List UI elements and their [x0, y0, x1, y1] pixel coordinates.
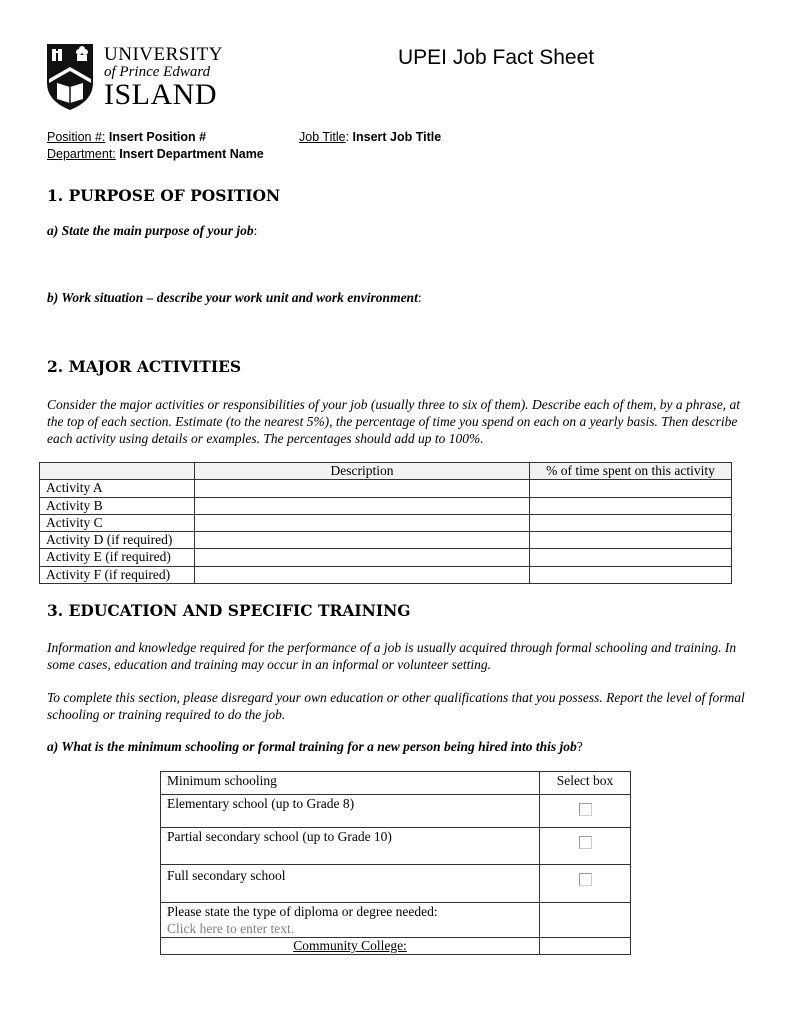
percent-cell[interactable]: [530, 566, 732, 583]
description-cell[interactable]: [195, 480, 530, 497]
department-label: Department:: [47, 147, 116, 161]
section3-heading: 3. EDUCATION AND SPECIFIC TRAINING: [47, 601, 411, 620]
schooling-label: Elementary school (up to Grade 8): [161, 795, 540, 828]
position-field: [47, 130, 206, 144]
diploma-cell: [161, 903, 540, 938]
logo-line3: ISLAND: [104, 78, 217, 111]
description-cell[interactable]: [195, 566, 530, 583]
table-row: [161, 903, 631, 938]
section3-question-a: a) What is the minimum schooling or formal training for a new person being hired into this job?: [47, 739, 583, 754]
full-secondary-checkbox[interactable]: [579, 873, 592, 886]
diploma-input[interactable]: Click here to enter text.: [167, 921, 295, 936]
community-college-label: Community College:: [161, 938, 540, 955]
activity-label: Activity F (if required): [40, 566, 195, 583]
description-cell[interactable]: [195, 549, 530, 566]
table-row: [161, 865, 631, 903]
document-title: UPEI Job Fact Sheet: [398, 46, 595, 69]
percent-cell[interactable]: [530, 497, 732, 514]
table-row: [40, 514, 732, 531]
table-header-row: [161, 772, 631, 795]
select-cell: [540, 865, 631, 903]
empty-cell: [540, 903, 631, 938]
header-cell: Select box: [540, 772, 631, 795]
header-cell: % of time spent on this activity: [530, 463, 732, 480]
header-cell: [40, 463, 195, 480]
position-value[interactable]: Insert Position #: [108, 130, 207, 144]
percent-cell[interactable]: [530, 532, 732, 549]
description-cell[interactable]: [195, 532, 530, 549]
job-title-value[interactable]: Insert Job Title: [352, 130, 442, 144]
activity-label: Activity A: [40, 480, 195, 497]
department-value[interactable]: Insert Department Name: [119, 147, 264, 161]
section2-heading: 2. MAJOR ACTIVITIES: [47, 357, 242, 376]
empty-cell: [540, 938, 631, 955]
partial-secondary-checkbox[interactable]: [579, 836, 592, 849]
university-logo: [46, 43, 223, 113]
schooling-label: Partial secondary school (up to Grade 10): [161, 828, 540, 865]
table-row: [40, 549, 732, 566]
department-field: [47, 147, 264, 161]
header-cell: Minimum schooling: [161, 772, 540, 795]
section1-heading: 1. PURPOSE OF POSITION: [47, 186, 281, 205]
activities-table: [39, 462, 732, 584]
schooling-label: Full secondary school: [161, 865, 540, 903]
percent-cell[interactable]: [530, 549, 732, 566]
table-row: [40, 480, 732, 497]
description-cell[interactable]: [195, 497, 530, 514]
schooling-table: [160, 771, 631, 955]
diploma-label: Please state the type of diploma or degree needed:: [167, 904, 438, 919]
activity-label: Activity C: [40, 514, 195, 531]
activity-label: Activity D (if required): [40, 532, 195, 549]
section3-intro-1: Information and knowledge required for the performance of a job is usually acquired through formal schooling and training. In some cases, education and training may occur in an informal or volunteer setting.: [47, 640, 737, 672]
elementary-checkbox[interactable]: [579, 803, 592, 816]
select-cell: [540, 795, 631, 828]
table-header-row: [40, 463, 732, 480]
activity-label: Activity B: [40, 497, 195, 514]
section3-intro-2: To complete this section, please disregard your own education or other qualifications that you possess. Report the level of formal schooling or training required to do the job.: [47, 690, 745, 722]
percent-cell[interactable]: [530, 514, 732, 531]
logo-line1: UNIVERSITY: [104, 44, 223, 65]
logo-line2: of Prince Edward: [104, 64, 211, 80]
crest-icon: [46, 43, 94, 111]
description-cell[interactable]: [195, 514, 530, 531]
activity-label: Activity E (if required): [40, 549, 195, 566]
table-row: [161, 938, 631, 955]
section1-question-a: a) State the main purpose of your job:: [47, 223, 258, 238]
table-row: [40, 497, 732, 514]
section2-intro: Consider the major activities or responsibilities of your job (usually three to six of them). Describe each of them, by a phrase, at the top of each section. Estimate (to the nearest 5%), the percentage of time you spend on each on a yearly basis. Then describe each activity using details or examples. The percentages should add up to 100%.: [47, 397, 741, 446]
position-label: Position #:: [47, 130, 106, 144]
table-row: [40, 566, 732, 583]
percent-cell[interactable]: [530, 480, 732, 497]
job-title-label: Job Title: [299, 130, 346, 144]
job-title-field: Job Title: Insert Job Title: [299, 130, 442, 144]
table-row: [161, 795, 631, 828]
section1-question-b: b) Work situation – describe your work unit and work environment:: [47, 290, 422, 305]
header-cell: Description: [195, 463, 530, 480]
table-row: [40, 532, 732, 549]
select-cell: [540, 828, 631, 865]
table-row: [161, 828, 631, 865]
